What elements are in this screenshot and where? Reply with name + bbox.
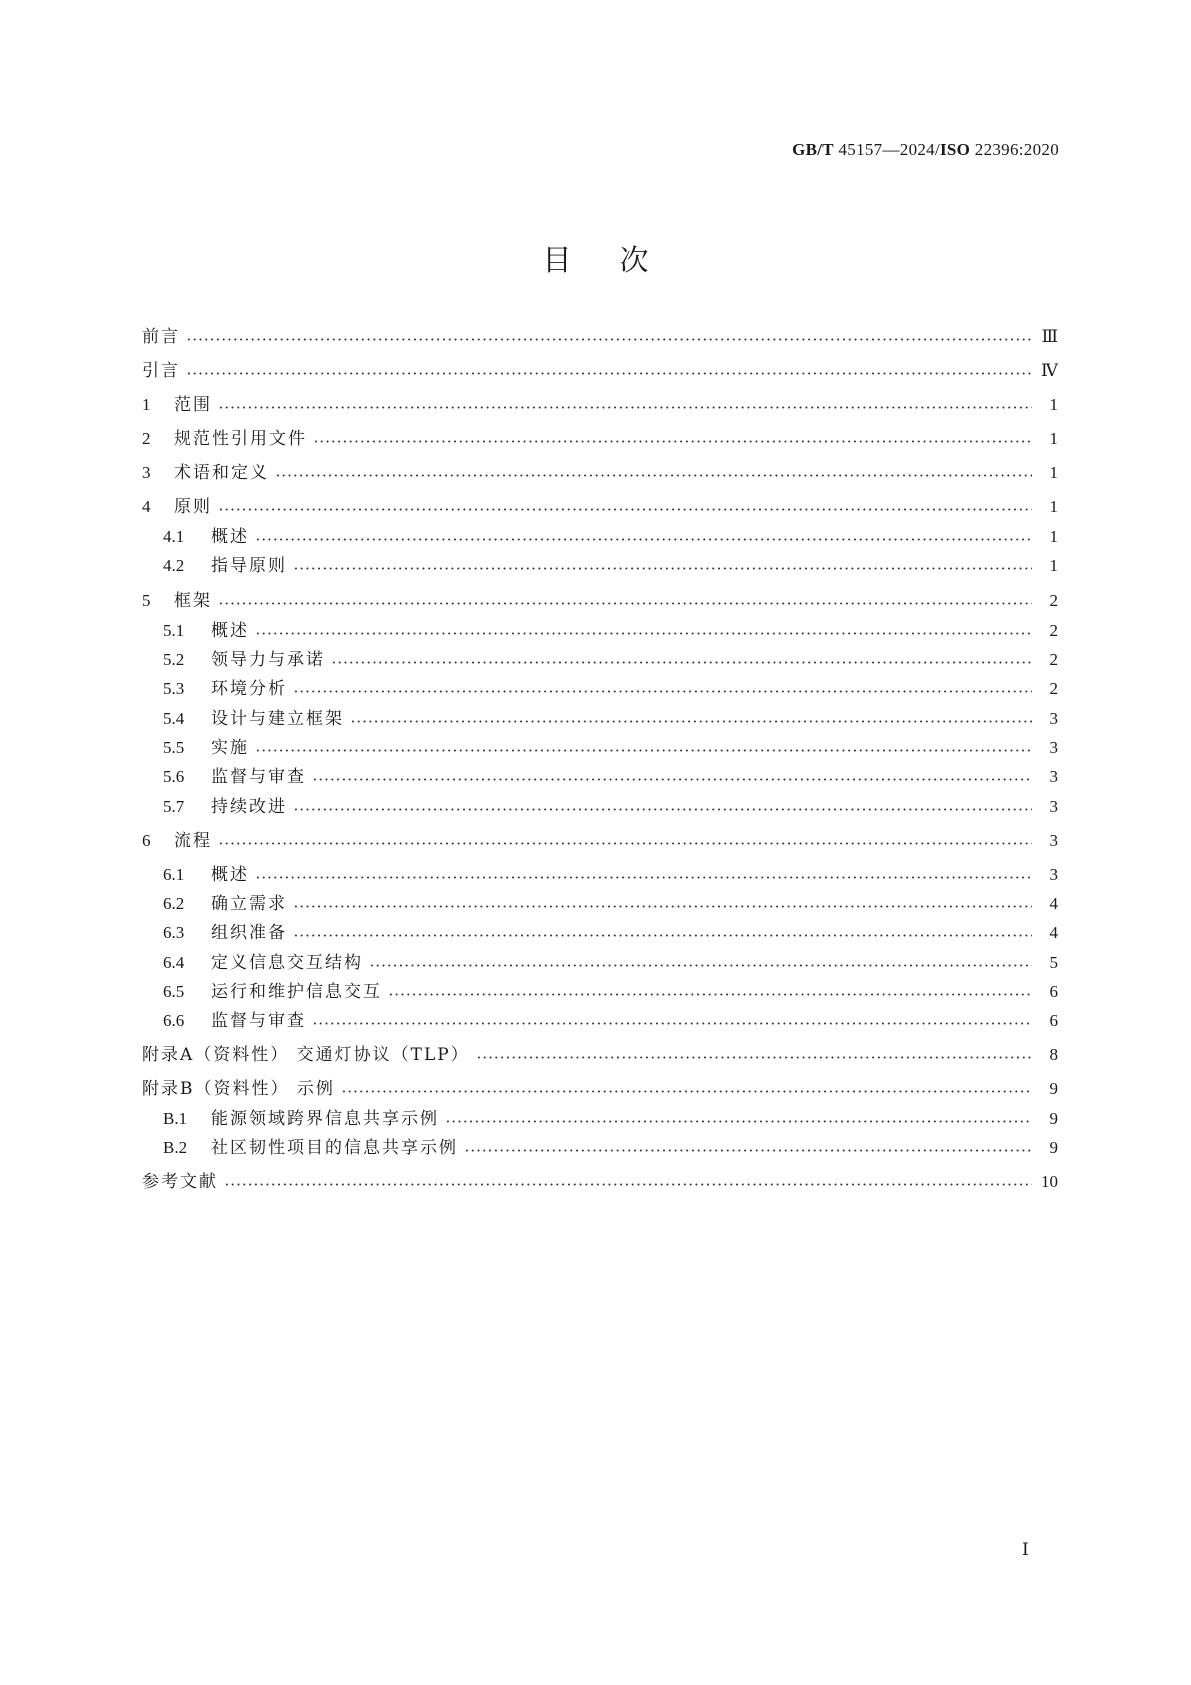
toc-dot-leader (369, 964, 1032, 967)
toc-dot-leader (255, 749, 1032, 752)
toc-entry-label: 框架 (174, 591, 212, 611)
toc-entry-label: 原则 (174, 497, 212, 517)
toc-dot-leader (350, 720, 1032, 723)
toc-entry-number: B.1 (163, 1109, 188, 1128)
toc-entry[interactable] (163, 706, 1058, 732)
toc-dot-leader (275, 474, 1032, 477)
toc-dot-leader (255, 538, 1032, 541)
toc-entry[interactable] (163, 618, 1058, 644)
toc-entry-label: 术语和定义 (174, 463, 269, 483)
toc-dot-leader (218, 406, 1032, 409)
toc-dot-leader (341, 1090, 1032, 1093)
toc-entry-page: Ⅲ (1041, 327, 1058, 346)
toc-entry-page: 2 (1049, 679, 1058, 698)
toc-entry-number: 4.2 (163, 556, 185, 575)
toc-entry[interactable] (142, 494, 1058, 520)
toc-entry[interactable] (163, 920, 1058, 946)
toc-entry-number: 5.7 (163, 797, 185, 816)
toc-entry[interactable] (163, 1135, 1058, 1161)
toc-entry-number: 1 (142, 395, 151, 414)
toc-entry-number: 6.5 (163, 982, 185, 1001)
toc-entry-page: 3 (1049, 709, 1058, 728)
toc-entry-number: B.2 (163, 1138, 188, 1157)
toc-entry-page: 3 (1049, 797, 1058, 816)
toc-entry-page: Ⅳ (1041, 361, 1058, 380)
toc-entry-label: 参考文献 (142, 1172, 218, 1192)
toc-entry-page: 3 (1049, 738, 1058, 757)
toc-entry-number: 6 (142, 831, 151, 850)
toc-entry-page: 10 (1041, 1172, 1058, 1191)
toc-entry-page: 2 (1049, 650, 1058, 669)
toc-entry-label: 概述 (211, 621, 249, 641)
toc-entry[interactable] (142, 426, 1058, 452)
toc-entry-number: 5.3 (163, 679, 185, 698)
document-header (792, 140, 1059, 160)
toc-entry-page: 1 (1049, 556, 1058, 575)
toc-entry-label: 社区韧性项目的信息共享示例 (211, 1138, 458, 1158)
page-number: Ⅰ (1022, 1540, 1029, 1559)
toc-entry[interactable] (163, 891, 1058, 917)
toc-entry[interactable] (163, 1008, 1058, 1034)
toc-entry-number: 6.2 (163, 894, 185, 913)
toc-entry-page: 2 (1049, 621, 1058, 640)
toc-dot-leader (293, 808, 1032, 811)
toc-entry-label: 设计与建立框架 (211, 709, 344, 729)
toc-entry[interactable] (142, 358, 1058, 384)
toc-dot-leader (224, 1183, 1032, 1186)
toc-entry-page: 3 (1049, 831, 1058, 850)
toc-dot-leader (388, 993, 1032, 996)
toc-entry-label: 附录B（资料性） 示例 (142, 1079, 335, 1099)
toc-entry-label: 范围 (174, 395, 212, 415)
toc-dot-leader (218, 842, 1032, 845)
toc-entry[interactable] (163, 764, 1058, 790)
toc-entry[interactable] (142, 1076, 1058, 1102)
toc-entry[interactable] (163, 979, 1058, 1005)
toc-dot-leader (218, 602, 1032, 605)
toc-entry-label: 持续改进 (211, 797, 287, 817)
toc-entry-page: 3 (1049, 865, 1058, 884)
toc-entry-label: 流程 (174, 831, 212, 851)
toc-entry-page: 9 (1049, 1109, 1058, 1128)
toc-entry-label: 实施 (211, 738, 249, 758)
toc-dot-leader (313, 440, 1032, 443)
toc-entry-page: 6 (1049, 982, 1058, 1001)
toc-entry-label: 运行和维护信息交互 (211, 982, 382, 1002)
toc-entry-number: 5.6 (163, 767, 185, 786)
toc-entry[interactable] (142, 324, 1058, 350)
toc-entry-page: 2 (1049, 591, 1058, 610)
toc-entry-page: 3 (1049, 767, 1058, 786)
toc-entry-label: 监督与审查 (211, 1011, 306, 1031)
toc-dot-leader (293, 905, 1032, 908)
toc-entry-label: 环境分析 (211, 679, 287, 699)
toc-entry-number: 4.1 (163, 527, 185, 546)
toc-entry-number: 6.3 (163, 923, 185, 942)
toc-entry[interactable] (163, 794, 1058, 820)
toc-entry-label: 前言 (142, 327, 180, 347)
toc-entry[interactable] (142, 588, 1058, 614)
toc-entry-number: 6.1 (163, 865, 185, 884)
toc-dot-leader (312, 1022, 1032, 1025)
toc-entry[interactable] (163, 950, 1058, 976)
toc-entry-label: 指导原则 (211, 556, 287, 576)
toc-dot-leader (331, 661, 1032, 664)
toc-entry[interactable] (163, 862, 1058, 888)
toc-entry[interactable] (142, 828, 1058, 854)
toc-entry-page: 1 (1049, 429, 1058, 448)
toc-entry[interactable] (142, 392, 1058, 418)
toc-entry-label: 附录A（资料性） 交通灯协议（TLP） (142, 1045, 470, 1065)
toc-entry-page: 1 (1049, 527, 1058, 546)
toc-entry-label: 概述 (211, 527, 249, 547)
toc-entry-label: 定义信息交互结构 (211, 953, 363, 973)
toc-entry-page: 8 (1049, 1045, 1058, 1064)
toc-entry-label: 监督与审查 (211, 767, 306, 787)
toc-entry-number: 6.4 (163, 953, 185, 972)
toc-entry-number: 5.5 (163, 738, 185, 757)
toc-dot-leader (293, 690, 1032, 693)
toc-entry[interactable] (142, 1042, 1058, 1068)
toc-entry-page: 9 (1049, 1079, 1058, 1098)
toc-entry-label: 规范性引用文件 (174, 429, 307, 449)
toc-dot-leader (312, 778, 1032, 781)
toc-entry[interactable] (163, 676, 1058, 702)
toc-entry-number: 6.6 (163, 1011, 185, 1030)
toc-entry-page: 4 (1049, 923, 1058, 942)
toc-entry-page: 5 (1049, 953, 1058, 972)
toc-entry-number: 5.1 (163, 621, 185, 640)
toc-entry-number: 3 (142, 463, 151, 482)
toc-entry-page: 1 (1049, 463, 1058, 482)
toc-dot-leader (464, 1149, 1032, 1152)
toc-entry-page: 9 (1049, 1138, 1058, 1157)
toc-entry-label: 领导力与承诺 (211, 650, 325, 670)
toc-dot-leader (218, 508, 1032, 511)
toc-dot-leader (255, 876, 1032, 879)
toc-dot-leader (255, 632, 1032, 635)
iso-number: 22396:2020 (970, 140, 1059, 159)
toc-dot-leader (186, 372, 1032, 375)
toc-entry-page: 1 (1049, 395, 1058, 414)
toc-entry[interactable] (163, 1106, 1058, 1132)
toc-entry-page: 4 (1049, 894, 1058, 913)
toc-entry[interactable] (142, 460, 1058, 486)
toc-entry-number: 5.4 (163, 709, 185, 728)
toc-dot-leader (293, 934, 1032, 937)
toc-entry-label: 能源领域跨界信息共享示例 (211, 1109, 439, 1129)
std-prefix: GB/T (792, 140, 834, 159)
toc-entry[interactable] (163, 553, 1058, 579)
page-title: 目次 (542, 243, 697, 277)
toc-entry-number: 5 (142, 591, 151, 610)
toc-entry[interactable] (163, 735, 1058, 761)
toc-entry[interactable] (163, 647, 1058, 673)
toc-entry-label: 概述 (211, 865, 249, 885)
toc-entry[interactable] (142, 1169, 1058, 1195)
toc-entry-page: 1 (1049, 497, 1058, 516)
toc-entry-number: 4 (142, 497, 151, 516)
toc-entry[interactable] (163, 524, 1058, 550)
toc-entry-label: 确立需求 (211, 894, 287, 914)
toc-dot-leader (445, 1120, 1032, 1123)
toc-dot-leader (186, 338, 1032, 341)
toc-entry-label: 引言 (142, 361, 180, 381)
toc-dot-leader (476, 1056, 1032, 1059)
iso-prefix: ISO (940, 140, 971, 159)
toc-entry-label: 组织准备 (211, 923, 287, 943)
std-number: 45157—2024/ (833, 140, 941, 159)
toc-entry-number: 5.2 (163, 650, 185, 669)
toc-dot-leader (293, 567, 1032, 570)
toc-entry-page: 6 (1049, 1011, 1058, 1030)
toc-entry-number: 2 (142, 429, 151, 448)
